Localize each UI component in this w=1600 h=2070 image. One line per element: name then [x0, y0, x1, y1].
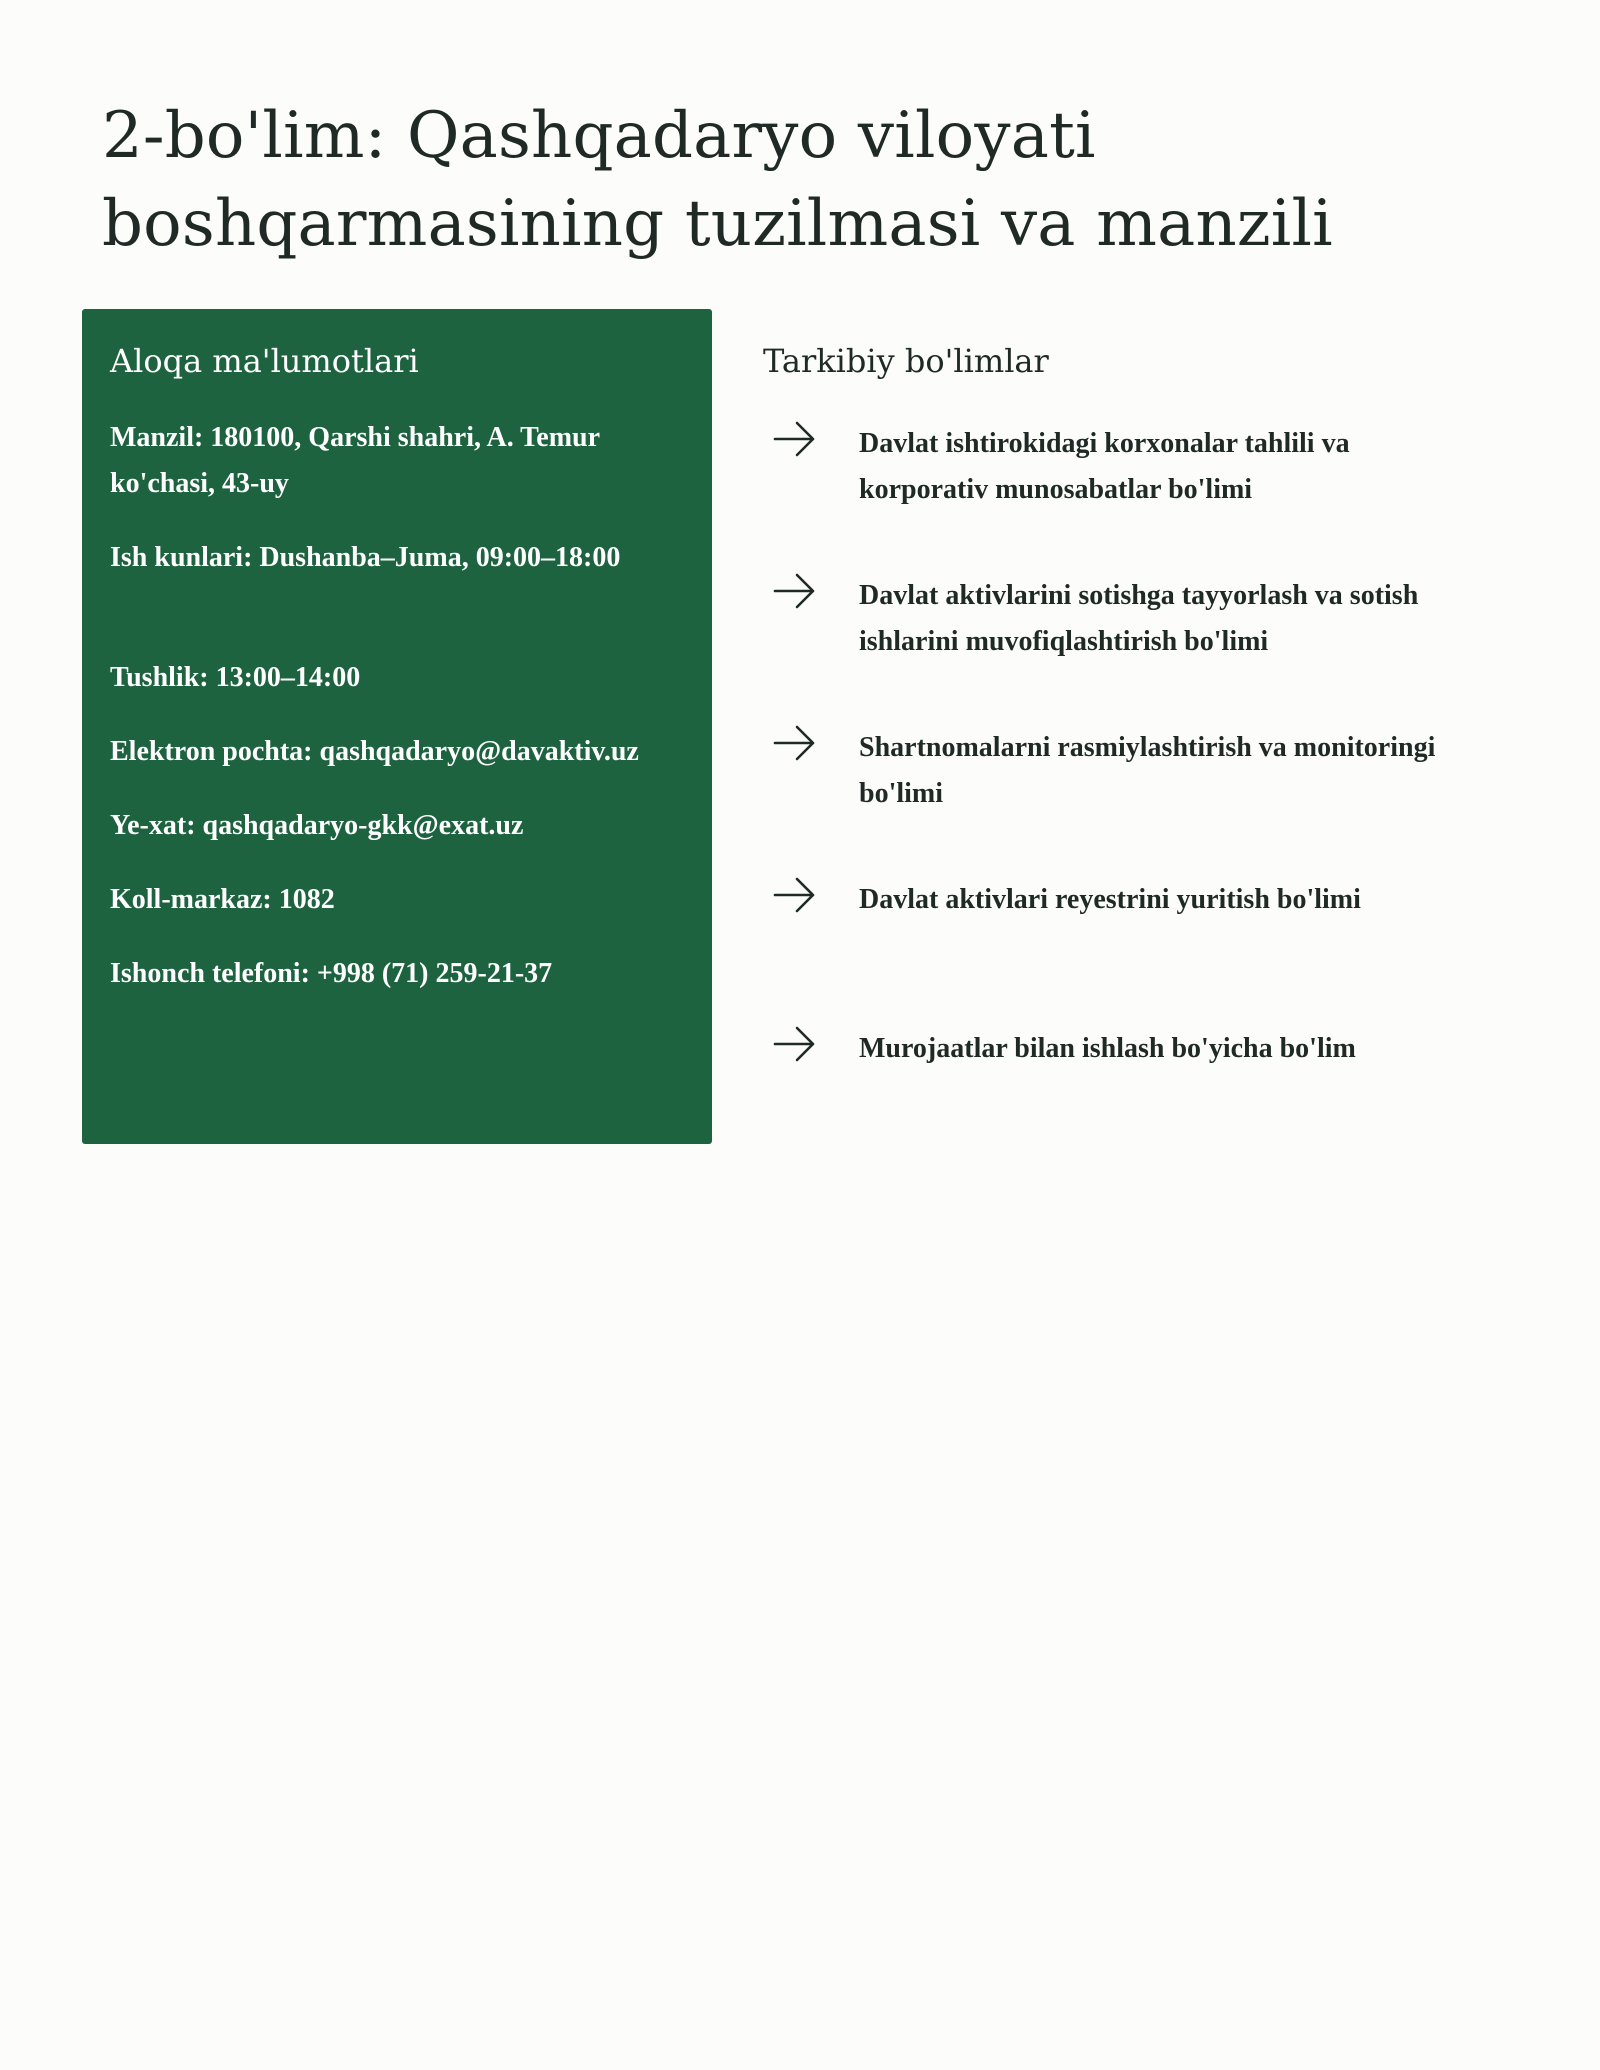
unit-label: Murojaatlar bilan ishlash bo'yicha bo'lim	[859, 1033, 1356, 1064]
arrow-right-icon	[771, 871, 819, 919]
contact-lunch: Tushlik: 13:00–14:00	[110, 662, 361, 693]
arrow-right-icon	[771, 567, 819, 615]
contact-call-center: Koll-markaz: 1082	[110, 884, 335, 915]
contact-work-days: Ish kunlari: Dushanba–Juma, 09:00–18:00	[110, 542, 621, 573]
contact-exat: Ye-xat: qashqadaryo-gkk@exat.uz	[110, 810, 524, 841]
unit-item	[763, 725, 1523, 825]
contact-heading: Aloqa ma'lumotlari	[110, 342, 419, 380]
structural-units	[763, 341, 1523, 1064]
unit-label: Davlat ishtirokidagi korxonalar tahlili va korporativ munosabatlar bo'limi	[859, 428, 1350, 505]
unit-label: Davlat aktivlarini sotishga tayyorlash va sotish ishlarini muvofiqlashtirish bo'limi	[859, 580, 1419, 657]
unit-label: Davlat aktivlari reyestrini yuritish bo'limi	[859, 884, 1361, 915]
contact-info-card	[82, 309, 712, 1144]
unit-item	[763, 421, 1523, 521]
contact-address: Manzil: 180100, Qarshi shahri, A. Temur ko'chasi, 43-uy	[110, 422, 600, 499]
unit-item	[763, 573, 1523, 673]
unit-label: Shartnomalarni rasmiylashtirish va monitoringi bo'limi	[859, 732, 1436, 809]
page-title: 2-bo'lim: Qashqadaryo viloyati boshqarmasining tuzilmasi va manzili	[102, 99, 1333, 261]
contact-email: Elektron pochta: qashqadaryo@davaktiv.uz	[110, 736, 639, 767]
arrow-right-icon	[771, 1020, 819, 1068]
units-heading: Tarkibiy bo'limlar	[763, 342, 1049, 380]
arrow-right-icon	[771, 415, 819, 463]
arrow-right-icon	[771, 719, 819, 767]
contact-trust-phone: Ishonch telefoni: +998 (71) 259-21-37	[110, 958, 553, 989]
unit-item	[763, 1026, 1523, 1126]
unit-item	[763, 877, 1523, 977]
